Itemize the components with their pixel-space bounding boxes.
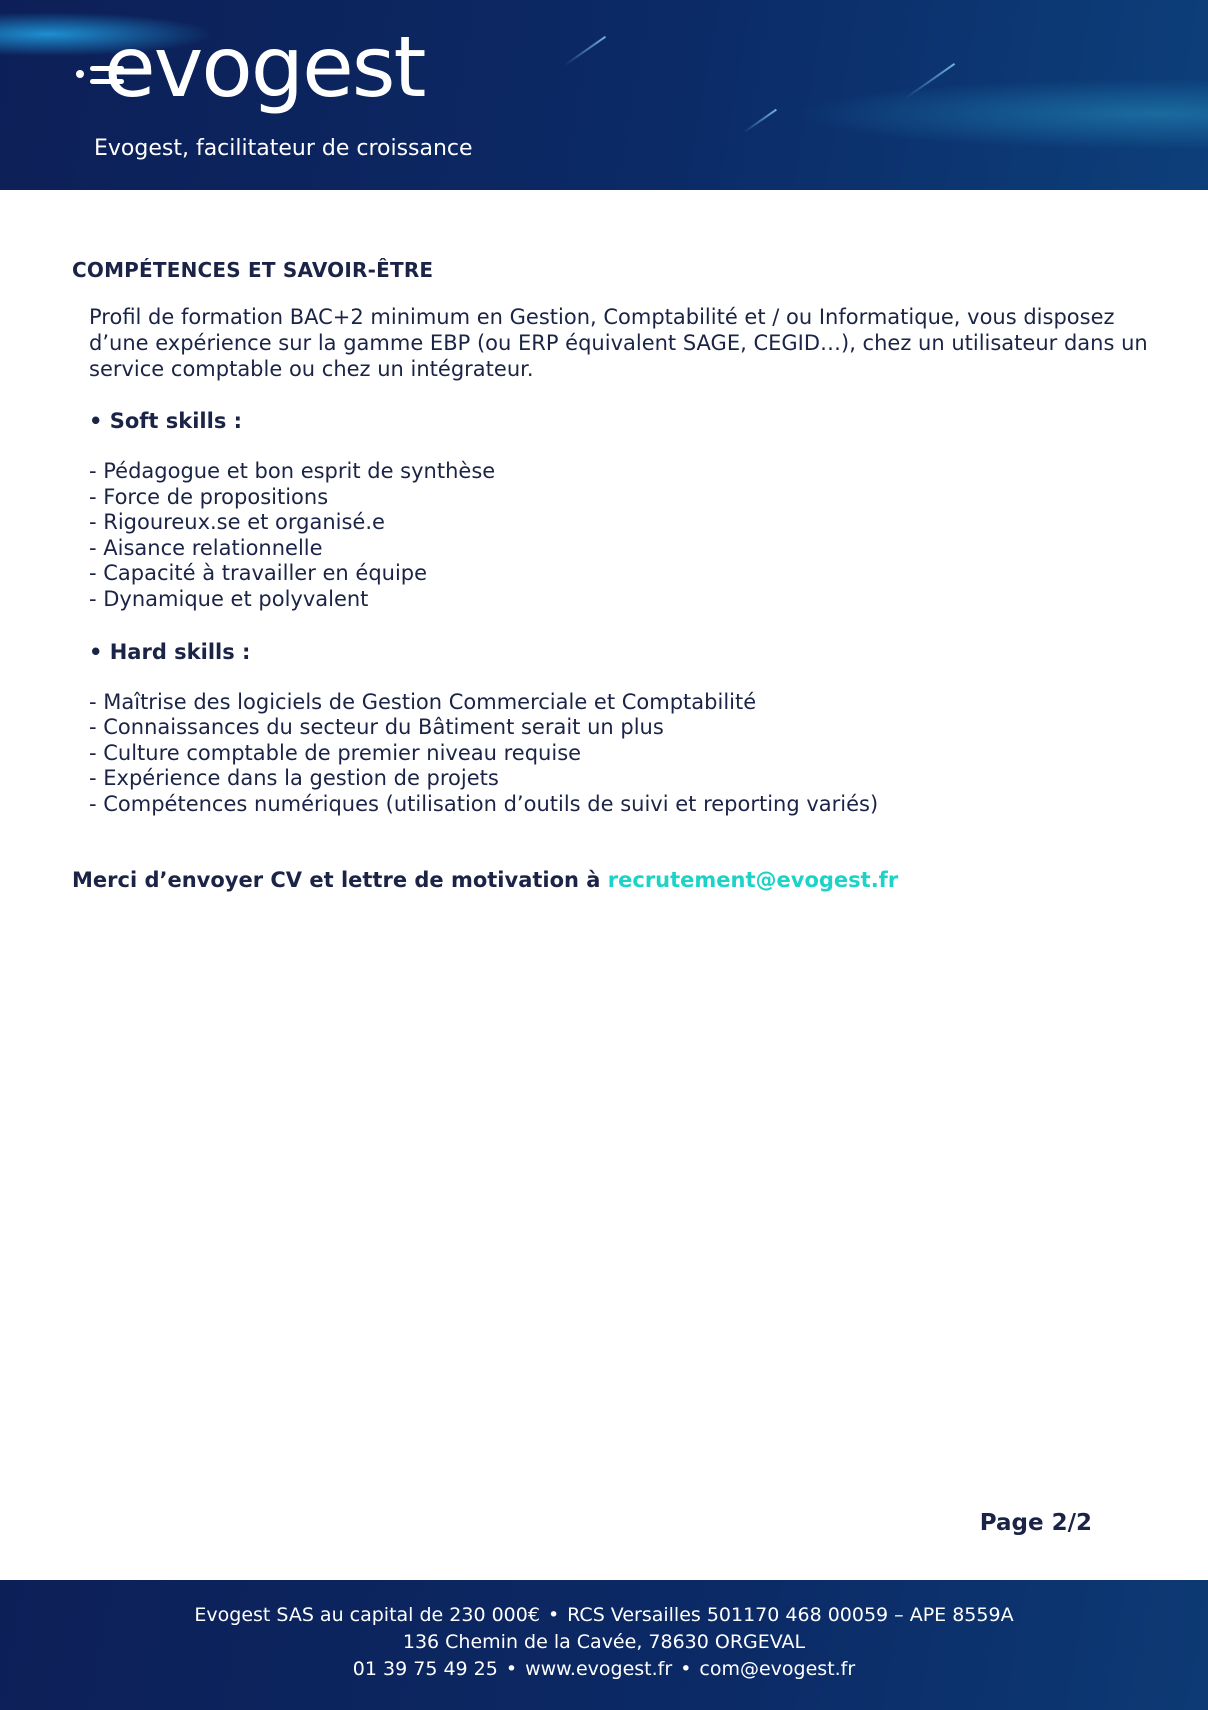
- intro-paragraph: Profil de formation BAC+2 minimum en Gestion, Comptabilité et / ou Informatique, vous disposez d’une expérience sur la gamme EBP (ou ERP équivalent SAGE, CEGID…), chez un utilisateur dans un service comptable ou chez un intégrateur.: [89, 305, 1148, 381]
- main-content: [72, 258, 1152, 818]
- logo-wordmark: evogest: [104, 18, 425, 116]
- page-number: Page 2/2: [979, 1510, 1092, 1536]
- footer: [0, 1580, 1208, 1710]
- footer-email-link[interactable]: com@evogest.fr: [699, 1658, 856, 1680]
- list-item: - Maîtrise des logiciels de Gestion Commerciale et Comptabilité: [89, 689, 757, 714]
- recruitment-email-link[interactable]: recrutement@evogest.fr: [607, 868, 899, 892]
- list-item: - Expérience dans la gestion de projets: [89, 766, 499, 791]
- list-item: - Rigoureux.se et organisé.e: [89, 510, 385, 535]
- contact-text: Merci d’envoyer CV et lettre de motivation à: [72, 868, 608, 892]
- footer-website-link[interactable]: www.evogest.fr: [525, 1658, 673, 1680]
- footer-phone: 01 39 75 49 25: [352, 1658, 498, 1680]
- decorative-streak: [743, 109, 777, 134]
- list-item: - Dynamique et polyvalent: [89, 586, 369, 611]
- hard-skills-heading: • Hard skills :: [89, 639, 251, 664]
- tagline: Evogest, facilitateur de croissance: [94, 136, 473, 161]
- soft-skills-heading: • Soft skills :: [89, 409, 243, 433]
- footer-capital: Evogest SAS au capital de 230 000€: [194, 1604, 540, 1626]
- contact-line: [72, 868, 898, 892]
- list-item: - Compétences numériques (utilisation d’outils de suivi et reporting variés): [89, 791, 879, 816]
- header-banner: [0, 0, 1208, 190]
- footer-company-line: [0, 1602, 1208, 1629]
- footer-rcs: RCS Versailles 501170 468 00059 – APE 8559A: [567, 1604, 1014, 1626]
- footer-separator: •: [505, 1658, 518, 1680]
- hard-skills-list: [89, 690, 1152, 818]
- decorative-streak: [905, 63, 955, 99]
- list-item: - Aisance relationnelle: [89, 535, 323, 560]
- decorative-streak: [564, 36, 606, 66]
- footer-address: 136 Chemin de la Cavée, 78630 ORGEVAL: [402, 1631, 806, 1653]
- list-item: - Pédagogue et bon esprit de synthèse: [89, 459, 496, 483]
- section-title: COMPÉTENCES ET SAVOIR-ÊTRE: [72, 258, 434, 282]
- soft-skills-list: [89, 459, 1152, 613]
- list-item: - Capacité à travailler en équipe: [89, 561, 428, 586]
- list-item: - Connaissances du secteur du Bâtiment serait un plus: [89, 715, 664, 740]
- list-item: - Culture comptable de premier niveau requise: [89, 740, 582, 765]
- footer-contact-line: [0, 1656, 1208, 1683]
- evogest-logo: [76, 12, 476, 132]
- footer-separator: •: [547, 1604, 560, 1626]
- footer-separator: •: [680, 1658, 692, 1680]
- section-body: [89, 304, 1152, 818]
- list-item: - Force de propositions: [89, 484, 329, 509]
